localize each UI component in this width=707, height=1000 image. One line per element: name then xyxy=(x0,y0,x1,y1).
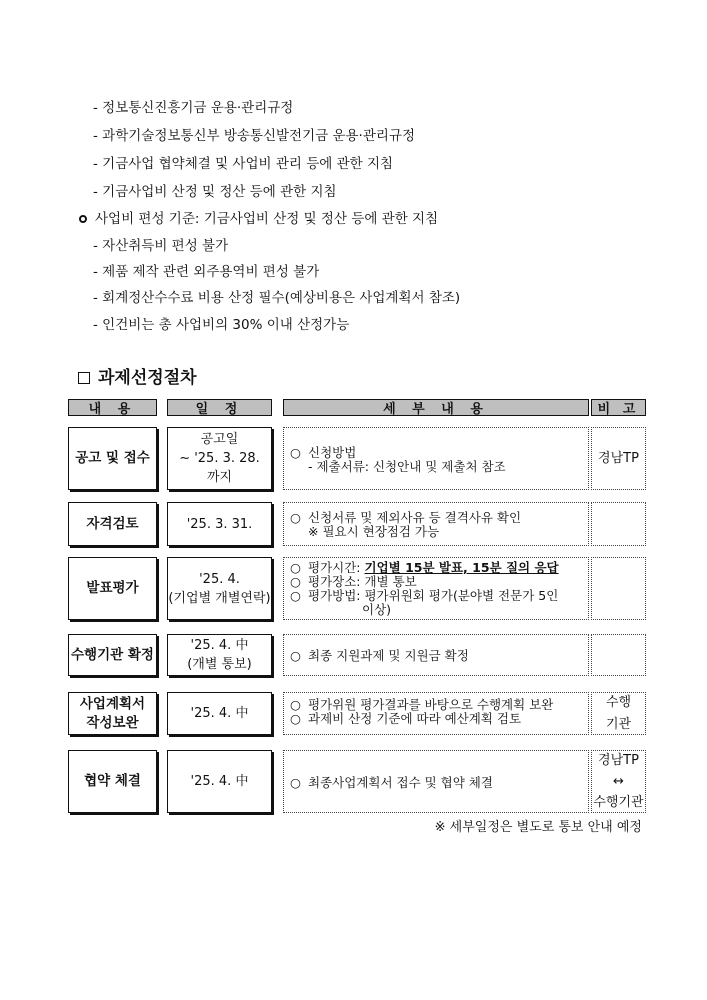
remark-box xyxy=(591,427,646,490)
square-bullet-icon xyxy=(78,372,90,384)
details-box xyxy=(283,427,589,490)
detail-text: 신청서류 및 제외사유 등 결격사유 확인 xyxy=(308,510,522,525)
step-label: 작성보완 xyxy=(86,714,139,731)
remark-box xyxy=(591,557,646,620)
detail-text: 과제비 산정 기준에 따라 예산계획 검토 xyxy=(308,711,522,726)
intro-item: - 기금사업 협약체결 및 사업비 관리 등에 관한 지침 xyxy=(93,156,394,172)
detail-text: 평가시간: xyxy=(308,560,365,575)
header-content: 내 용 xyxy=(68,399,157,416)
budget-item: - 제품 제작 관련 외주용역비 편성 불가 xyxy=(93,264,320,280)
step-label: 사업계획서 xyxy=(79,695,146,712)
bullet-mark: ○ xyxy=(290,574,301,589)
detail-text: 최종사업계획서 접수 및 협약 체결 xyxy=(308,775,493,790)
intro-item: - 기금사업비 산정 및 정산 등에 관한 지침 xyxy=(93,184,337,200)
detail-subtext: - 제출서류: 신청안내 및 제출처 참조 xyxy=(308,459,506,474)
detail-text-continued: 이상) xyxy=(362,602,392,617)
section-title: 과제선정절차 xyxy=(98,368,197,388)
step-label-box xyxy=(68,692,157,735)
remark-text: 수행 xyxy=(605,694,632,710)
step-label: 수행기관 확정 xyxy=(71,646,154,663)
details-box xyxy=(283,634,589,676)
schedule-text: '25. 4. 中 xyxy=(190,774,249,789)
step-label-box xyxy=(68,427,157,490)
details-box xyxy=(283,502,589,546)
bullet-mark: ○ xyxy=(290,697,301,712)
remark-text: 기관 xyxy=(605,716,632,732)
budget-heading-line xyxy=(79,210,438,228)
schedule-text: 공고일 xyxy=(200,432,239,447)
schedule-text: (개별 통보) xyxy=(187,657,252,672)
detail-text: 최종 지원과제 및 지원금 확정 xyxy=(308,648,469,663)
detail-text: 평가방법: 평가위원회 평가(분야별 전문가 5인 xyxy=(308,588,559,603)
header-remarks: 비 고 xyxy=(591,399,646,416)
budget-item: - 회계정산수수료 비용 산정 필수(예상비용은 사업계획서 참조) xyxy=(93,290,461,306)
remark-box xyxy=(591,692,646,735)
remark-box xyxy=(591,502,646,546)
intro-item: - 정보통신진흥기금 운용·관리규정 xyxy=(93,100,294,116)
bullet-mark: ○ xyxy=(290,588,301,603)
schedule-box xyxy=(167,502,272,546)
bullet-mark: ○ xyxy=(290,648,301,663)
details-box xyxy=(283,692,589,735)
step-label: 자격검토 xyxy=(86,515,139,532)
step-label-box xyxy=(68,557,157,620)
remark-text: 경남TP xyxy=(598,753,639,768)
step-label: 발표평가 xyxy=(86,580,139,596)
remark-box xyxy=(591,750,646,813)
double-arrow-icon: ↔ xyxy=(613,774,624,789)
header-details: 세 부 내 용 xyxy=(283,399,589,416)
detail-emphasis: 기업별 15분 발표, 15분 질의 응답 xyxy=(364,560,559,575)
details-box xyxy=(283,750,589,813)
detail-text: 평가장소: 개별 통보 xyxy=(308,574,417,589)
bullet-mark: ○ xyxy=(290,560,301,575)
remark-text: 경남TP xyxy=(598,451,639,466)
bullet-mark: ○ xyxy=(290,510,301,525)
remark-text: 수행기관 xyxy=(593,795,644,810)
detail-text: 평가위원 평가결과를 바탕으로 수행계획 보완 xyxy=(308,697,554,712)
schedule-box xyxy=(167,692,272,735)
detail-note: ※ 필요시 현장점검 가능 xyxy=(308,524,440,539)
step-label-box xyxy=(68,750,157,813)
schedule-box xyxy=(167,427,272,490)
schedule-text: '25. 3. 31. xyxy=(186,516,253,532)
schedule-box xyxy=(167,557,272,620)
bullet-mark: ○ xyxy=(290,445,301,460)
step-label-box xyxy=(68,502,157,546)
details-box xyxy=(283,557,589,620)
bullet-mark: ○ xyxy=(290,711,301,726)
step-label: 협약 체결 xyxy=(84,773,141,789)
step-label: 공고 및 접수 xyxy=(75,450,150,466)
schedule-text: '25. 4. 中 xyxy=(190,638,249,653)
intro-item: - 과학기술정보통신부 방송통신발전기금 운용·관리규정 xyxy=(93,128,415,144)
budget-item: - 자산취득비 편성 불가 xyxy=(93,238,229,254)
schedule-text: (기업별 개별연락) xyxy=(168,590,271,606)
step-label-box xyxy=(68,634,157,676)
schedule-text: ~ '25. 3. 28. xyxy=(179,451,260,466)
schedule-box xyxy=(167,634,272,676)
detail-text: 신청방법 xyxy=(308,445,357,460)
footnote: ※ 세부일정은 별도로 통보 안내 예정 xyxy=(434,820,642,835)
schedule-box xyxy=(167,750,272,813)
schedule-text: '25. 4. xyxy=(199,571,240,587)
remark-box xyxy=(591,634,646,676)
schedule-text: '25. 4. 中 xyxy=(190,706,249,721)
header-schedule: 일 정 xyxy=(167,399,272,416)
section-title-line xyxy=(78,367,197,389)
budget-item: - 인건비는 총 사업비의 30% 이내 산정가능 xyxy=(93,317,350,333)
budget-heading: 사업비 편성 기준: 기금사업비 산정 및 정산 등에 관한 지침 xyxy=(95,211,439,227)
schedule-text: 까지 xyxy=(206,470,233,485)
circle-bullet-icon xyxy=(79,215,87,223)
bullet-mark: ○ xyxy=(290,775,301,790)
